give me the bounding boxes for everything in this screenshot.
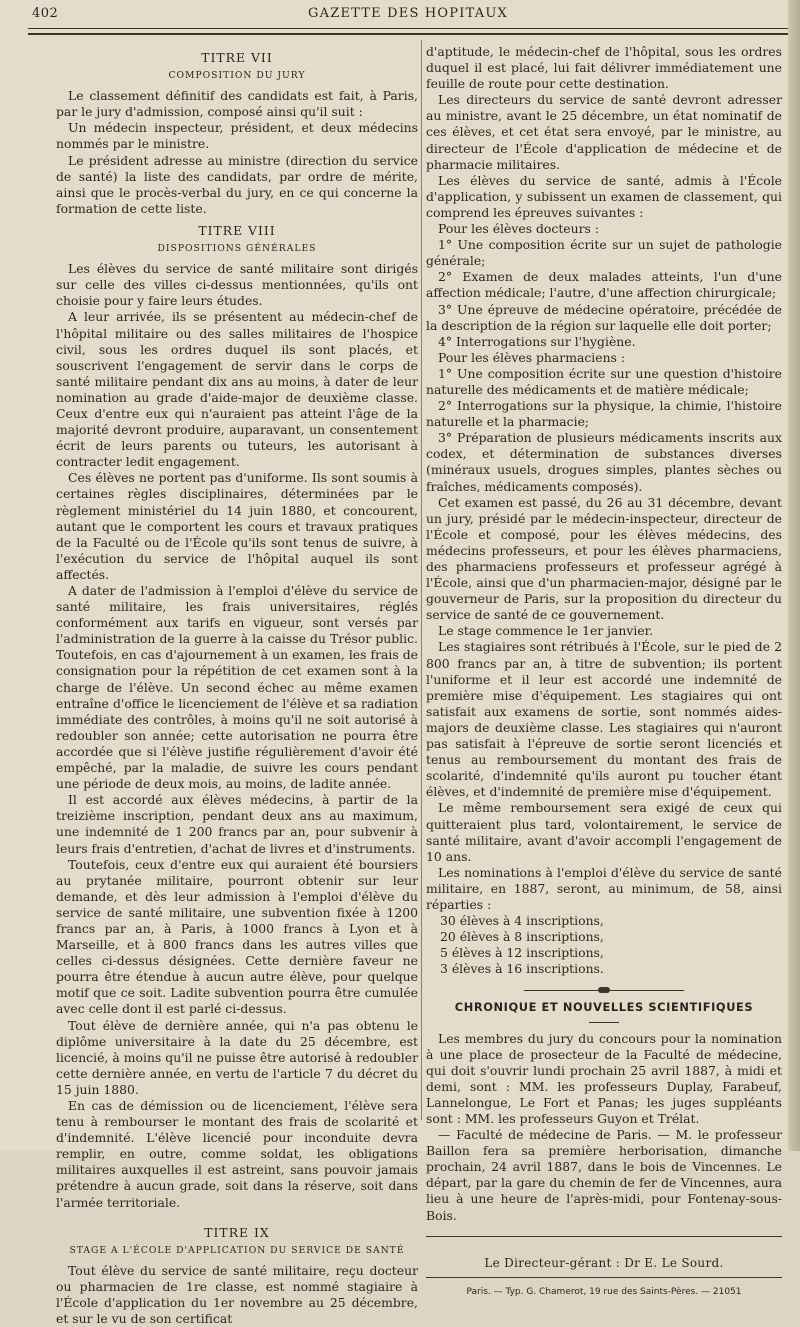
- paragraph: Tout élève du service de santé militaire, reçu docteur ou pharmacien de 1re classe, est nommé stagiaire à l'École d'application du 1er novembre au 25 décembre, et sur le vu de son certificat: [56, 1262, 418, 1327]
- paragraph: Tout élève de dernière année, qui n'a pas obtenu le diplôme universitaire à la date du 25 décembre, est licencié, à moins qu'il ne puisse être autorisé à redoubler cette dernière année, en vertu de l'article 7 du décret du 15 juin 1880.: [56, 1017, 418, 1097]
- section-subheading: STAGE A L'ÉCOLE D'APPLICATION DU SERVICE DE SANTÉ: [69, 1244, 405, 1256]
- short-rule: [589, 1022, 619, 1023]
- paragraph: Les élèves du service de santé, admis à l'École d'application, y subissent un examen de classement, qui comprend les épreuves suivantes :: [426, 172, 782, 220]
- list-item: 20 élèves à 8 inscriptions,: [440, 929, 604, 945]
- ornament-divider: [524, 987, 684, 993]
- paragraph: Les membres du jury du concours pour la nomination à une place de prosecteur de la Faculté de médecine, qui doit s'ouvrir lundi prochain 25 avril 1887, à midi et demi, sont : MM. les professeurs Duplay, Farabeuf, Lannelongue, Le Fort et Panas; les juges suppléants sont : MM. les professeurs Guyon et Trélat.: [426, 1030, 782, 1126]
- paragraph: 1° Une composition écrite sur un sujet de pathologie générale;: [426, 237, 782, 269]
- right-column: [426, 44, 782, 1300]
- paragraph: Le président adresse au ministre (direction du service de santé) la liste des candidats, par ordre de mérite, ainsi que le procès-verbal du jury, en ce qui concerne la formation de cette liste.: [56, 152, 418, 216]
- paragraph: Ces élèves ne portent pas d'uniforme. Ils sont soumis à certaines règles disciplinaires, déterminées par le règlement ministériel du 14 juin 1880, et concourent, autant que le comportent les cours et travaux pratiques de la Faculté ou de l'École qu'ils sont tenus de suivre, à l'exécution du service de l'hôpital auquel ils sont affectés.: [56, 470, 418, 582]
- list-item: 5 élèves à 12 inscriptions,: [440, 945, 604, 961]
- paragraph: 3° Une épreuve de médecine opératoire, précédée de la description de la région sur laquelle elle doit porter;: [426, 301, 782, 333]
- left-column: [56, 44, 418, 1327]
- paragraph: A dater de l'admission à l'emploi d'élève du service de santé militaire, les frais universitaires, réglés conformément aux tarifs en vigueur, sont versés par l'administration de la guerre à la caisse du Trésor public. Toutefois, en cas d'ajournement à un examen, les frais de consignation pour la répétition de cet examen sont à la charge de l'élève. Un second échec au même examen entraîne d'office le licenciement de l'élève et sa radiation immédiate des contrôles, à moins qu'il ne soit autorisé à redoubler son année; cette autorisation ne pourra être accordée que si l'élève justifie régulièrement d'avoir été empêché, par la maladie, de suivre les cours pendant une période de deux mois, au moins, de ladite année.: [56, 583, 418, 792]
- column-divider: [421, 40, 422, 1120]
- header-rule: [28, 28, 788, 29]
- paragraph: Pour les élèves docteurs :: [438, 221, 600, 237]
- directeur-gerant: Le Directeur-gérant : Dr E. Le Sourd.: [484, 1255, 724, 1270]
- paragraph: 3° Préparation de plusieurs médicaments inscrits aux codex, et détermination de substances diverses (minéraux usuels, drogues simples, plantes sèches ou fraîches, médicaments composés).: [426, 430, 782, 494]
- page-edge: [788, 0, 800, 1151]
- footer-rule: [426, 1277, 782, 1278]
- paragraph: Le classement définitif des candidats est fait, à Paris, par le jury d'admission, composé ainsi qu'il suit :: [56, 88, 418, 120]
- list-item: 30 élèves à 4 inscriptions,: [440, 913, 604, 929]
- section-heading: TITRE VIII: [198, 222, 276, 238]
- section-heading: TITRE VII: [201, 50, 273, 65]
- paragraph: En cas de démission ou de licenciement, l'élève sera tenu à rembourser le montant des frais de scolarité et d'indemnité. L'élève licencié pour inconduite devra remplir, en outre, comme soldat, les obligations militaires auxquelles il est astreint, sans pouvoir jamais prétendre à aucun grade, soit dans la réserve, soit dans l'armée territoriale.: [56, 1098, 418, 1210]
- section-subheading: COMPOSITION DU JURY: [168, 70, 306, 82]
- paragraph: Il est accordé aux élèves médecins, à partir de la treizième inscription, pendant deux ans au maximum, une indemnité de 1 200 francs par an, pour subvenir à leurs frais d'entretien, d'achat de livres et d'instruments.: [56, 792, 418, 856]
- paragraph: Les directeurs du service de santé devront adresser au ministre, avant le 25 décembre, un état nominatif de ces élèves, et cet état sera envoyé, par le ministre, au directeur de l'École d'application de médecine et de pharmacie militaires.: [426, 92, 782, 172]
- paragraph: Cet examen est passé, du 26 au 31 décembre, devant un jury, présidé par le médecin-inspecteur, directeur de l'École et composé, pour les élèves médecins, des médecins professeurs, et pour les élèves pharmaciens, des pharmaciens professeurs et professeur agrégé à l'École, ainsi que d'un pharmacien-major, désigné par le gouverneur de Paris, sur la proposition du directeur du service de santé de ce gouvernement.: [426, 494, 782, 623]
- paragraph: 1° Une composition écrite sur une question d'histoire naturelle des médicaments et de matière médicale;: [426, 365, 782, 397]
- paragraph: Toutefois, ceux d'entre eux qui auraient été boursiers au prytanée militaire, pourront obtenir sur leur demande, et dès leur admission à l'emploi d'élève du service de santé militaire, une subvention fixée à 1200 francs par an, à Paris, à 1000 francs à Lyon et à Marseille, et à 800 francs dans les autres villes que celles ci-dessus désignées. Cette dernière faveur ne pourra être étendue à aucun autre élève, pour quelque motif que ce soit. Ladite subvention pourra être cumulée avec celle dont il est parlé ci-dessus.: [56, 856, 418, 1017]
- distribution-list: [426, 913, 782, 977]
- paragraph: 4° Interrogations sur l'hygiène.: [438, 333, 636, 349]
- paragraph: Les stagiaires sont rétribués à l'École, sur le pied de 2 800 francs par an, à titre de subvention; ils portent l'uniforme et il leur est accordé une indemnité de première mise d'équipement. Les stagiaires qui ont satisfait aux examens de sortie, sont nommés aides-majors de deuxième classe. Les stagiaires qui n'auront pas satisfait à l'épreuve de sortie seront licenciés et tenus au remboursement du montant des frais de scolarité, d'indemnité qu'ils auront pu toucher étant élèves, et d'indemnité de première mise d'équipement.: [426, 639, 782, 800]
- page-number: 402: [32, 6, 59, 21]
- header-rule-thick: [28, 33, 788, 35]
- printer-imprint: Paris. — Typ. G. Chamerot, 19 rue des Saints-Pères. — 21051: [466, 1286, 742, 1297]
- page-header: [28, 6, 788, 24]
- paragraph: Le même remboursement sera exigé de ceux qui quitteraient plus tard, volontairement, le service de santé militaire, avant d'avoir accompli l'engagement de 10 ans.: [426, 800, 782, 864]
- paragraph: 2° Examen de deux malades atteints, l'un d'une affection médicale; l'autre, d'une affection chirurgicale;: [426, 269, 782, 301]
- paragraph: Un médecin inspecteur, président, et deux médecins nommés par le ministre.: [56, 120, 418, 152]
- paragraph: d'aptitude, le médecin-chef de l'hôpital, sous les ordres duquel il est placé, lui fait délivrer immédiatement une feuille de route pour cette destination.: [426, 44, 782, 92]
- section-heading: TITRE IX: [204, 1224, 270, 1240]
- paragraph: Pour les élèves pharmaciens :: [438, 349, 626, 365]
- journal-title: GAZETTE DES HOPITAUX: [308, 6, 508, 21]
- footer-rule: [426, 1236, 782, 1237]
- paragraph: 2° Interrogations sur la physique, la chimie, l'histoire naturelle et la pharmacie;: [426, 398, 782, 430]
- paragraph: Les nominations à l'emploi d'élève du service de santé militaire, en 1887, seront, au minimum, de 58, ainsi réparties :: [426, 864, 782, 912]
- section-subheading: DISPOSITIONS GÉNÉRALES: [157, 243, 317, 255]
- paragraph: — Faculté de médecine de Paris. — M. le professeur Baillon fera sa première herborisation, dimanche prochain, 24 avril 1887, dans le bois de Vincennes. Le départ, par la gare du chemin de fer de Vincennes, aura lieu à une heure de l'après-midi, pour Fontenay-sous-Bois.: [426, 1127, 782, 1223]
- chronique-heading: CHRONIQUE ET NOUVELLES SCIENTIFIQUES: [454, 1000, 754, 1015]
- list-item: 3 élèves à 16 inscriptions.: [440, 961, 604, 977]
- paragraph: Les élèves du service de santé militaire sont dirigés sur celle des villes ci-dessus mentionnées, qu'ils ont choisie pour y faire leurs études.: [56, 261, 418, 309]
- paragraph: Le stage commence le 1er janvier.: [438, 623, 654, 639]
- paragraph: A leur arrivée, ils se présentent au médecin-chef de l'hôpital militaire ou des salles militaires de l'hospice civil, sous les ordres duquel ils sont placés, et souscrivent l'engagement de servir dans le corps de santé militaire pendant dix ans au moins, à dater de leur nomination au grade d'aide-major de deuxième classe. Ceux d'entre eux qui n'auraient pas atteint l'âge de la majorité devront produire, auparavant, un consentement écrit de leurs parents ou tuteurs, les autorisant à contracter ledit engagement.: [56, 309, 418, 470]
